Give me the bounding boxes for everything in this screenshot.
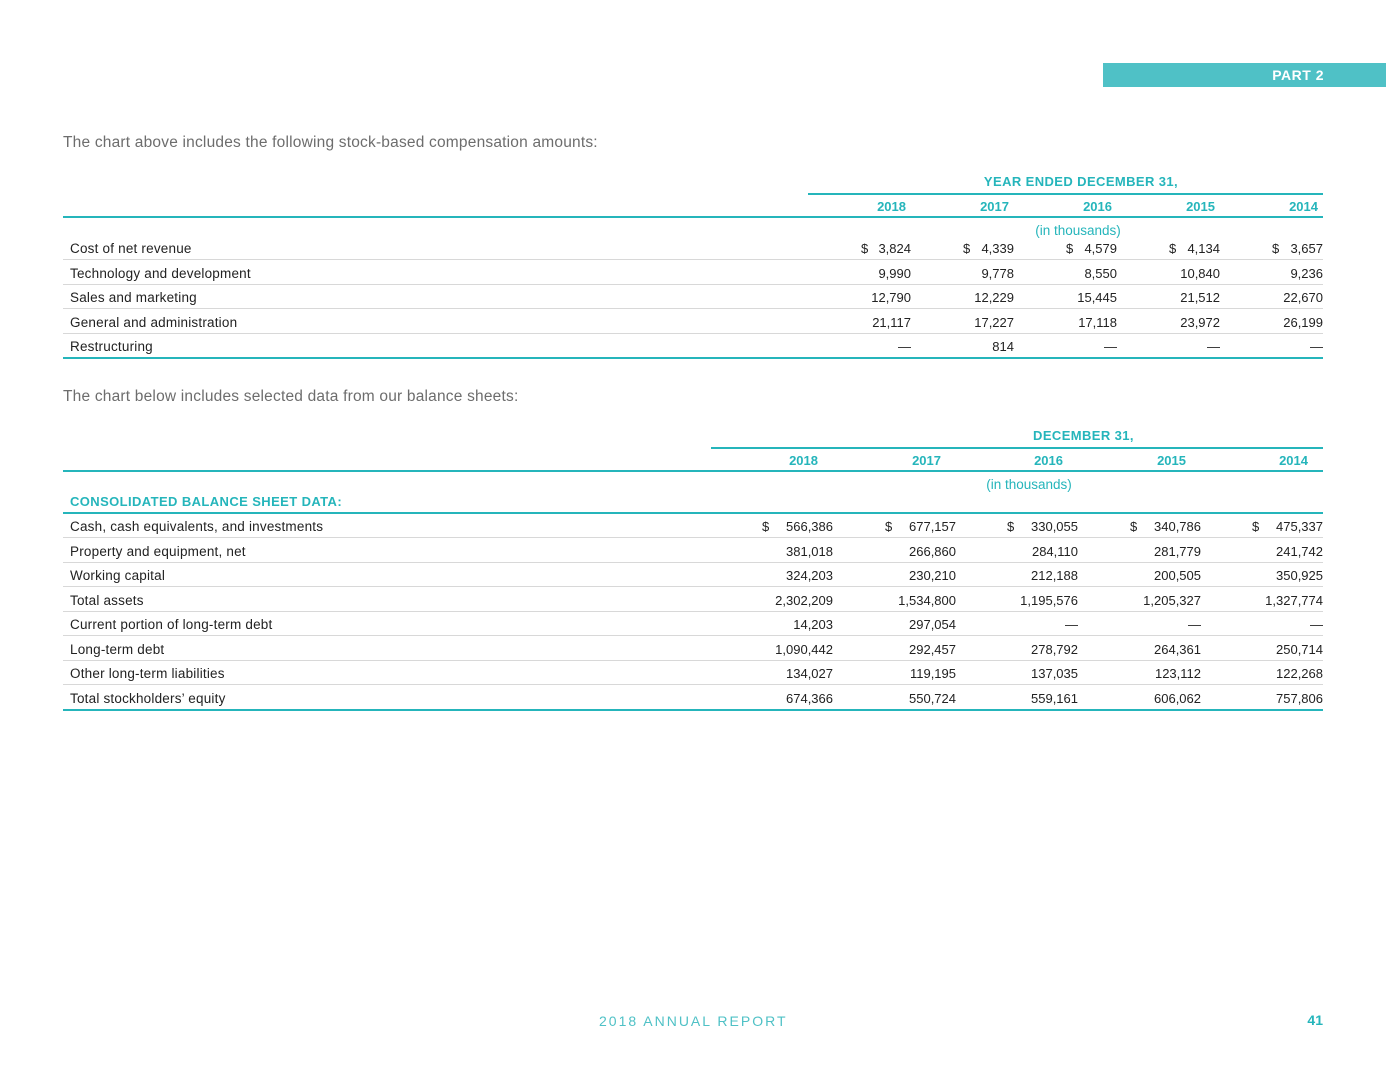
page-number: 41 <box>1307 1012 1323 1028</box>
balance-cell: 2,302,209 <box>775 592 833 608</box>
comp-row-label: Cost of net revenue <box>70 241 192 256</box>
row-divider <box>63 537 1323 538</box>
dollar-sign: $ <box>762 519 770 534</box>
comp-row-label: Technology and development <box>70 265 251 281</box>
balance-cell: 230,210 <box>909 568 956 583</box>
comp-row-label: Sales and marketing <box>70 290 197 305</box>
row-divider <box>63 259 1323 260</box>
balance-cell: 324,203 <box>786 568 833 583</box>
balance-cell: 278,792 <box>1031 641 1078 657</box>
balance-cell: 266,860 <box>909 543 956 559</box>
dollar-sign: $ <box>1066 241 1074 256</box>
balance-cell: 677,157 <box>909 519 956 534</box>
comp-cell: — <box>1104 339 1117 354</box>
dollar-sign: $ <box>885 519 893 534</box>
part-label: PART 2 <box>1272 67 1324 83</box>
dollar-sign: $ <box>1272 241 1280 256</box>
balance-cell: 1,090,442 <box>775 641 833 657</box>
dollar-sign: $ <box>963 241 971 256</box>
balance-row-label: Property and equipment, net <box>70 543 246 559</box>
comp-cell: 8,550 <box>1084 265 1117 281</box>
dollar-sign: $ <box>1007 519 1015 534</box>
balance-cell: 1,327,774 <box>1265 592 1323 608</box>
balance-cell: 1,195,576 <box>1020 592 1078 608</box>
comp-cell: 9,236 <box>1290 265 1323 281</box>
balance-row-label: Cash, cash equivalents, and investments <box>70 519 324 534</box>
balance-cell: 1,534,800 <box>898 592 956 608</box>
comp-units: (in thousands) <box>1035 223 1121 238</box>
comp-year-2016: 2016 <box>1083 199 1112 214</box>
balance-bottom-rule <box>63 709 1323 711</box>
balance-year-2016: 2016 <box>1034 453 1063 468</box>
comp-cell: 21,512 <box>1180 290 1220 305</box>
comp-intro: The chart above includes the following stock-based compensation amounts: <box>63 134 598 151</box>
comp-cell: — <box>1310 339 1323 354</box>
balance-cell: — <box>1065 617 1078 632</box>
balance-row-label: Total stockholders’ equity <box>70 690 226 706</box>
balance-year-2014: 2014 <box>1279 453 1308 468</box>
balance-cell: 340,786 <box>1154 519 1201 534</box>
comp-year-2017: 2017 <box>980 199 1009 214</box>
dollar-sign: $ <box>1130 519 1138 534</box>
balance-cell: 1,205,327 <box>1143 592 1201 608</box>
comp-group-label: YEAR ENDED DECEMBER 31, <box>983 174 1179 189</box>
comp-cell: 21,117 <box>872 314 911 330</box>
balance-cell: 566,386 <box>786 519 833 534</box>
balance-cell: 134,027 <box>786 666 833 681</box>
footer-title: 2018 ANNUAL REPORT <box>599 1013 788 1029</box>
balance-year-2018: 2018 <box>789 453 818 468</box>
row-divider <box>63 635 1323 636</box>
balance-group-label: DECEMBER 31, <box>1033 428 1134 443</box>
row-divider <box>63 611 1323 612</box>
balance-row-label: Total assets <box>70 592 144 608</box>
dollar-sign: $ <box>1252 519 1260 534</box>
balance-cell: 264,361 <box>1154 641 1201 657</box>
balance-cell: 674,366 <box>786 690 833 706</box>
balance-cell: 381,018 <box>786 543 833 559</box>
balance-cell: 123,112 <box>1154 666 1201 681</box>
comp-cell: 3,824 <box>878 241 911 256</box>
balance-section-title: CONSOLIDATED BALANCE SHEET DATA: <box>70 494 343 509</box>
part-tab <box>1103 63 1386 87</box>
comp-cell: 17,118 <box>1078 314 1117 330</box>
balance-cell: 137,035 <box>1031 666 1078 681</box>
comp-group-rule <box>808 193 1323 195</box>
row-divider <box>63 562 1323 563</box>
balance-row-label: Working capital <box>70 568 166 583</box>
comp-cell: 3,657 <box>1290 241 1323 256</box>
comp-cell: 15,445 <box>1077 290 1117 305</box>
row-divider <box>63 333 1323 334</box>
comp-cell: 10,840 <box>1180 265 1220 281</box>
balance-cell: 14,203 <box>793 617 833 632</box>
balance-cell: 330,055 <box>1031 519 1078 534</box>
balance-cell: 281,779 <box>1154 543 1201 559</box>
comp-header-rule <box>63 216 1323 218</box>
dollar-sign: $ <box>861 241 869 256</box>
dollar-sign: $ <box>1169 241 1177 256</box>
balance-cell: 212,188 <box>1031 568 1078 583</box>
balance-group-rule <box>711 447 1323 449</box>
comp-cell: 12,790 <box>871 290 911 305</box>
row-divider <box>63 586 1323 587</box>
balance-cell: 122,268 <box>1276 666 1323 681</box>
comp-cell: 12,229 <box>974 290 1014 305</box>
balance-row-label: Other long-term liabilities <box>70 666 225 681</box>
comp-cell: — <box>1207 339 1220 354</box>
comp-cell: 4,134 <box>1187 241 1220 256</box>
balance-row-label: Current portion of long-term debt <box>70 617 273 632</box>
comp-cell: 4,339 <box>981 241 1014 256</box>
comp-cell: 23,972 <box>1180 314 1220 330</box>
row-divider <box>63 684 1323 685</box>
comp-cell: — <box>898 339 911 354</box>
row-divider <box>63 660 1323 661</box>
comp-row-label: General and administration <box>70 314 238 330</box>
balance-cell: 350,925 <box>1276 568 1323 583</box>
balance-cell: 757,806 <box>1276 690 1323 706</box>
row-divider <box>63 284 1323 285</box>
comp-cell: 17,227 <box>974 314 1014 330</box>
balance-section-rule <box>63 512 1323 514</box>
comp-row-label: Restructuring <box>70 339 153 354</box>
row-divider <box>63 308 1323 309</box>
balance-row-label: Long-term debt <box>70 641 165 657</box>
balance-cell: 559,161 <box>1031 690 1078 706</box>
balance-cell: 200,505 <box>1154 568 1201 583</box>
comp-cell: 22,670 <box>1283 290 1323 305</box>
balance-year-2015: 2015 <box>1157 453 1186 468</box>
comp-bottom-rule <box>63 357 1323 359</box>
comp-cell: 9,778 <box>981 265 1014 281</box>
comp-cell: 9,990 <box>878 265 911 281</box>
comp-cell: 814 <box>992 339 1014 354</box>
balance-header-rule <box>63 470 1323 472</box>
comp-year-2015: 2015 <box>1186 199 1215 214</box>
comp-year-2018: 2018 <box>877 199 906 214</box>
balance-cell: — <box>1188 617 1201 632</box>
balance-cell: 250,714 <box>1276 641 1323 657</box>
balance-cell: 241,742 <box>1276 543 1323 559</box>
balance-units: (in thousands) <box>986 477 1072 492</box>
comp-year-2014: 2014 <box>1289 199 1318 214</box>
comp-cell: 26,199 <box>1283 314 1323 330</box>
balance-intro: The chart below includes selected data from our balance sheets: <box>63 388 519 405</box>
balance-cell: 297,054 <box>909 617 956 632</box>
balance-cell: 119,195 <box>909 666 956 681</box>
balance-year-2017: 2017 <box>912 453 941 468</box>
balance-cell: 284,110 <box>1031 543 1078 559</box>
balance-cell: 550,724 <box>909 690 956 706</box>
balance-cell: 475,337 <box>1276 519 1323 534</box>
balance-cell: — <box>1310 617 1323 632</box>
comp-cell: 4,579 <box>1084 241 1117 256</box>
balance-cell: 292,457 <box>909 641 956 657</box>
balance-cell: 606,062 <box>1154 690 1201 706</box>
